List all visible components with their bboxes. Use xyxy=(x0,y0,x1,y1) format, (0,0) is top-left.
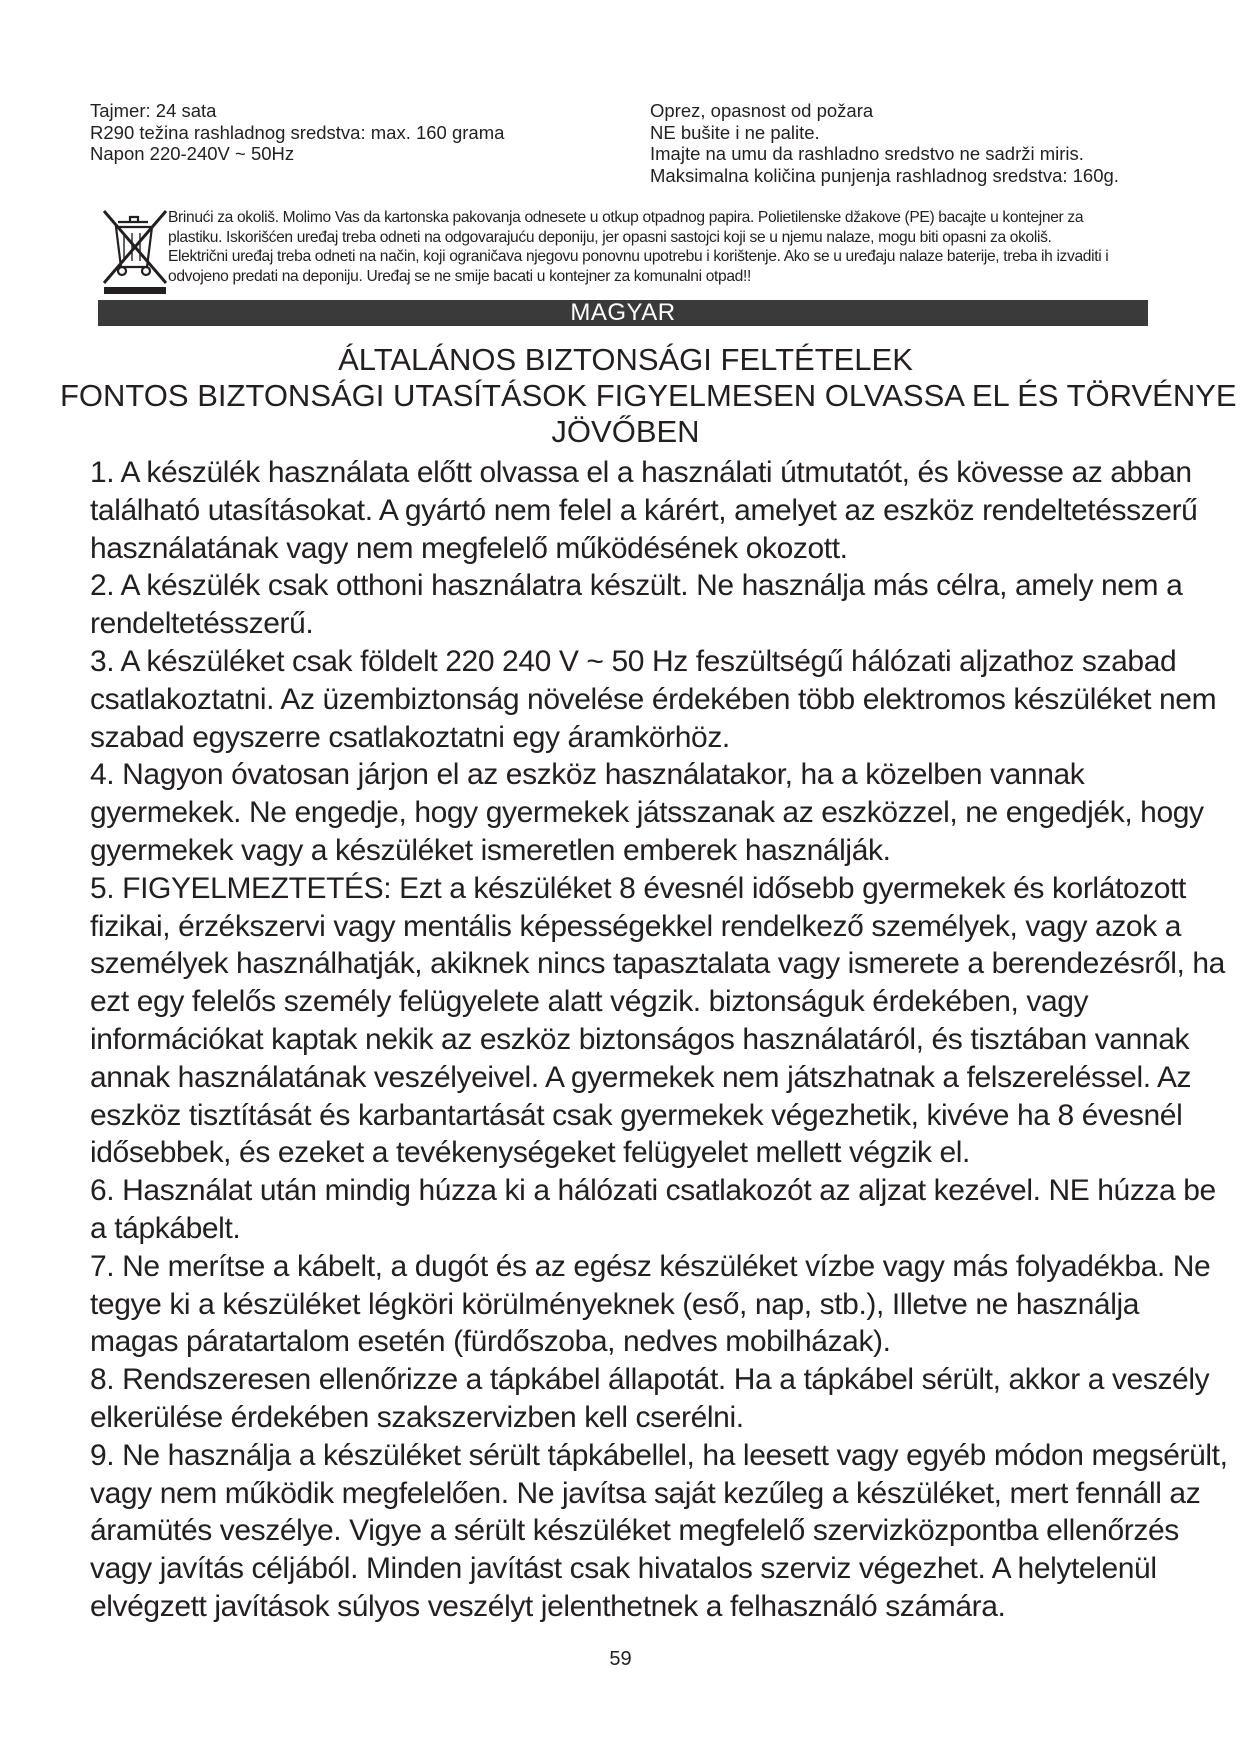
notice-line: odvojeno predati na deponiju. Uređaj se ne smije bacati u kontejner za komunalni otpad!! xyxy=(168,267,751,285)
notice-line: plastiku. Iskorišćen uređaj treba odneti na odgovarajuću deponiju, jer opasni sastojci koji se u njemu nalaze, mogu biti opasni za okoliš. xyxy=(168,228,1052,246)
body-line: elvégzett javítások súlyos veszélyt jelenthetnek a felhasználó számára. xyxy=(90,1589,1006,1623)
body-line: rendeltetésszerű. xyxy=(90,607,314,641)
body-line: személyek használhatják, akiknek nincs tapasztalata vagy ismerete a berendezésről, ha xyxy=(90,947,1225,981)
notice-line: Brinući za okoliš. Molimo Vas da kartonska pakovanja odnesete u otkup otpadnog papira. Polietilenske džakove (PE) bacajte u kontejner za xyxy=(168,209,1084,226)
body-line: 2. A készülék csak otthoni használatra készült. Ne használja más célra, amely nem a xyxy=(90,569,1183,603)
safety-instructions xyxy=(90,454,1228,1626)
body-line: vagy nem működik megfelelően. Ne javítsa saját kezűleg a készüléket, mert fennáll az xyxy=(90,1476,1201,1510)
body-line: gyermekek. Ne engedje, hogy gyermekek játsszanak az eszközzel, ne engedjék, hogy xyxy=(90,796,1204,830)
body-line: 7. Ne merítse a kábelt, a dugót és az egész készüléket vízbe vagy más folyadékba. Ne xyxy=(90,1249,1211,1283)
heading-line: ÁLTALÁNOS BIZTONSÁGI FELTÉTELEK xyxy=(338,342,913,377)
specs-left xyxy=(90,100,650,165)
heading-line: JÖVŐBEN xyxy=(551,414,700,449)
body-line: eszköz tisztítását és karbantartását csak gyermekek végezhetik, kivéve ha 8 évesnél xyxy=(90,1098,1183,1132)
body-line: ezt egy felelős személy felügyelete alatt végzik. biztonságuk érdekében, vagy xyxy=(90,985,1089,1019)
warning-line: Oprez, opasnost od požara xyxy=(650,100,874,121)
warning-line: Maksimalna količina punjenja rashladnog sredstva: 160g. xyxy=(650,164,1119,186)
crossed-out-wheelie-bin-icon xyxy=(100,205,170,295)
body-line: vagy javítás céljából. Minden javítást csak hivatalos szerviz végezhet. A helytelenül xyxy=(90,1552,1157,1586)
body-line: 9. Ne használja a készüléket sérült tápkábellel, ha leesett vagy egyéb módon megsérült, xyxy=(90,1438,1228,1472)
body-line: 8. Rendszeresen ellenőrizze a tápkábel állapotát. Ha a tápkábel sérült, akkor a veszély xyxy=(90,1363,1210,1397)
body-line: 5. FIGYELMEZTETÉS: Ezt a készüléket 8 évesnél idősebb gyermekek és korlátozott xyxy=(90,871,1186,905)
specs-right xyxy=(650,100,1190,186)
spec-line: Napon 220-240V ~ 50Hz xyxy=(90,143,295,164)
environment-notice xyxy=(168,208,1153,286)
body-line: 1. A készülék használata előtt olvassa el a használati útmutatót, és kövesse az abban xyxy=(90,456,1192,489)
body-line: gyermekek vagy a készüléket ismeretlen emberek használják. xyxy=(90,833,891,867)
body-line: csatlakoztatni. Az üzembiztonság növelése érdekében több elektromos készüléket nem xyxy=(90,682,1217,716)
body-line: fizikai, érzékszervi vagy mentális képességekkel rendelkező személyek, vagy azok a xyxy=(90,909,1182,943)
body-line: 3. A készüléket csak földelt 220 240 V ~ 50 Hz feszültségű hálózati aljzathoz szabad xyxy=(90,644,1177,678)
spec-line: Tajmer: 24 sata xyxy=(90,100,217,121)
heading-line: FONTOS BIZTONSÁGI UTASÍTÁSOK FIGYELMESEN OLVASSA EL ÉS TÖRVÉNYE xyxy=(60,378,1237,413)
body-line: a tápkábelt. xyxy=(90,1211,241,1245)
body-line: használatának vagy nem megfelelő működésének okozott. xyxy=(90,531,848,565)
spec-line: R290 težina rashladnog sredstva: max. 160 grama xyxy=(90,121,505,143)
body-line: 6. Használat után mindig húzza ki a hálózati csatlakozót az aljzat kezével. NE húzza be xyxy=(90,1174,1216,1208)
body-line: információkat kaptak nekik az eszköz biztonságos használatáról, és tisztában vannak xyxy=(90,1022,1190,1056)
language-section-bar: MAGYAR xyxy=(98,300,1148,326)
body-line: tegye ki a készüléket légköri körülményeknek (eső, nap, stb.), Illetve ne használja xyxy=(90,1287,1140,1321)
section-heading xyxy=(60,342,1237,450)
body-line: magas páratartalom esetén (fürdőszoba, nedves mobilházak). xyxy=(90,1325,891,1359)
warning-line: Imajte na umu da rashladno sredstvo ne sadrži miris. xyxy=(650,143,1084,164)
notice-line: Električni uređaj treba odneti na način, koji ograničava njegovu ponovnu upotrebu i korištenje. Ako se u uređaju nalaze baterije, treba ih izvaditi i xyxy=(168,248,1109,265)
body-line: található utasításokat. A gyártó nem felel a kárért, amelyet az eszköz rendeltetésszerű xyxy=(90,493,1198,527)
body-line: 4. Nagyon óvatosan járjon el az eszköz használatakor, ha a közelben vannak xyxy=(90,758,1085,792)
body-line: idősebbek, és ezeket a tevékenységeket felügyelet mellett végzik el. xyxy=(90,1136,970,1170)
body-line: elkerülése érdekében szakszervizben kell cserélni. xyxy=(90,1400,744,1434)
warning-line: NE bušite i ne palite. xyxy=(650,121,820,143)
body-line: annak használatának veszélyeivel. A gyermekek nem játszhatnak a felszereléssel. Az xyxy=(90,1060,1192,1094)
body-line: szabad egyszerre csatlakoztatni egy áramkörhöz. xyxy=(90,720,730,754)
page-number: 59 xyxy=(609,1648,632,1670)
body-line: áramütés veszélye. Vigye a sérült készüléket megfelelő szervizközpontba ellenőrzés xyxy=(90,1514,1179,1548)
